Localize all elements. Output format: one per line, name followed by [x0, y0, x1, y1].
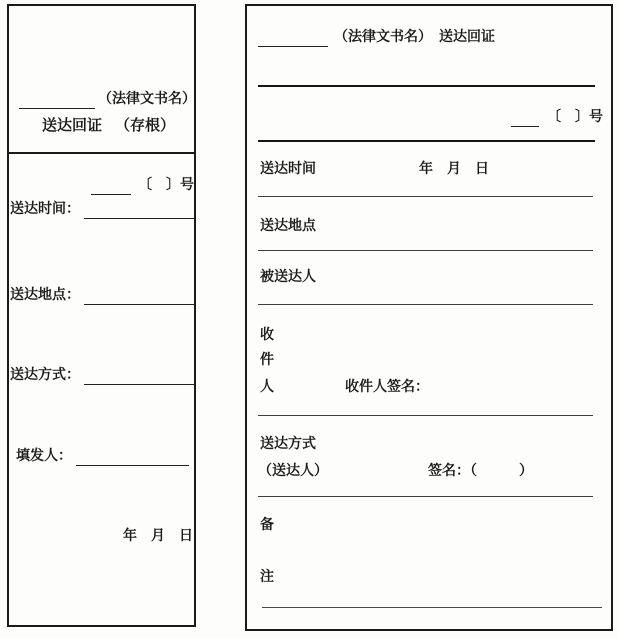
stub-field-delivery-method [10, 366, 194, 385]
addressee-char-3: 人 [260, 380, 274, 395]
stub-divider [9, 152, 194, 154]
case-number-blank [511, 109, 539, 127]
stub-date-label: 年 月 日 [123, 529, 193, 544]
row-separator [258, 496, 593, 497]
field-label-delivery-method: 送达方式： [10, 368, 80, 383]
receipt-row-delivery-place [260, 217, 316, 236]
delivery-method-blank [84, 367, 194, 385]
divider [258, 85, 595, 87]
addressee-signature-label: 收件人签名： [345, 380, 429, 395]
case-number-blank [91, 177, 131, 195]
receipt-form [245, 4, 613, 631]
receipt-title-row [258, 28, 495, 47]
row-separator [258, 250, 593, 251]
receipt-row-delivery-time [260, 160, 489, 179]
field-label-delivery-time: 送达时间： [10, 202, 80, 217]
stub-form [7, 4, 196, 627]
doc-name-blank [19, 91, 95, 109]
doc-name-blank [258, 29, 328, 47]
remark-char-1: 备 [260, 518, 274, 533]
receipt-row-deliverer [258, 462, 533, 481]
row-separator [258, 304, 593, 305]
stub-field-delivery-place [10, 286, 194, 305]
stub-marker: （存根） [115, 118, 176, 134]
field-label-delivery-time: 送达时间 [260, 162, 316, 177]
field-label-deliverer: （送达人） [258, 464, 328, 479]
case-number-label: 〔 〕号 [138, 178, 194, 193]
remark-char-2: 注 [260, 570, 274, 585]
stub-date-row [123, 527, 193, 546]
stub-number-row [91, 176, 194, 195]
stub-title-row [42, 117, 175, 136]
stub-field-issuer [16, 447, 189, 466]
field-label-served-person: 被送达人 [260, 270, 316, 285]
addressee-char-1: 收 [260, 328, 274, 343]
row-separator [258, 415, 593, 416]
delivery-time-blank [84, 201, 194, 219]
row-separator [262, 607, 602, 608]
receipt-form-title: 送达回证 [439, 30, 495, 45]
field-label-delivery-method: 送达方式 [260, 437, 316, 452]
stub-form-title: 送达回证 [42, 118, 103, 134]
receipt-number-row [511, 108, 603, 127]
divider [258, 140, 595, 142]
doc-name-label: （法律文书名） [334, 30, 432, 45]
receipt-row-delivery-method [260, 435, 316, 454]
field-label-delivery-place: 送达地点 [260, 219, 316, 234]
stub-field-delivery-time [10, 200, 194, 219]
issuer-blank [76, 448, 189, 466]
doc-name-label: （法律文书名） [98, 92, 196, 107]
row-separator [258, 196, 593, 197]
delivery-place-blank [84, 287, 194, 305]
stub-docname-row [19, 90, 196, 109]
receipt-row-served-person [260, 268, 316, 287]
field-label-issuer: 填发人： [16, 449, 72, 464]
addressee-char-2: 件 [260, 353, 274, 368]
case-number-label: 〔 〕号 [547, 110, 603, 125]
delivery-date-label: 年 月 日 [419, 162, 489, 177]
field-label-delivery-place: 送达地点： [10, 288, 80, 303]
deliverer-signature-label: 签名：（ ） [428, 464, 533, 479]
